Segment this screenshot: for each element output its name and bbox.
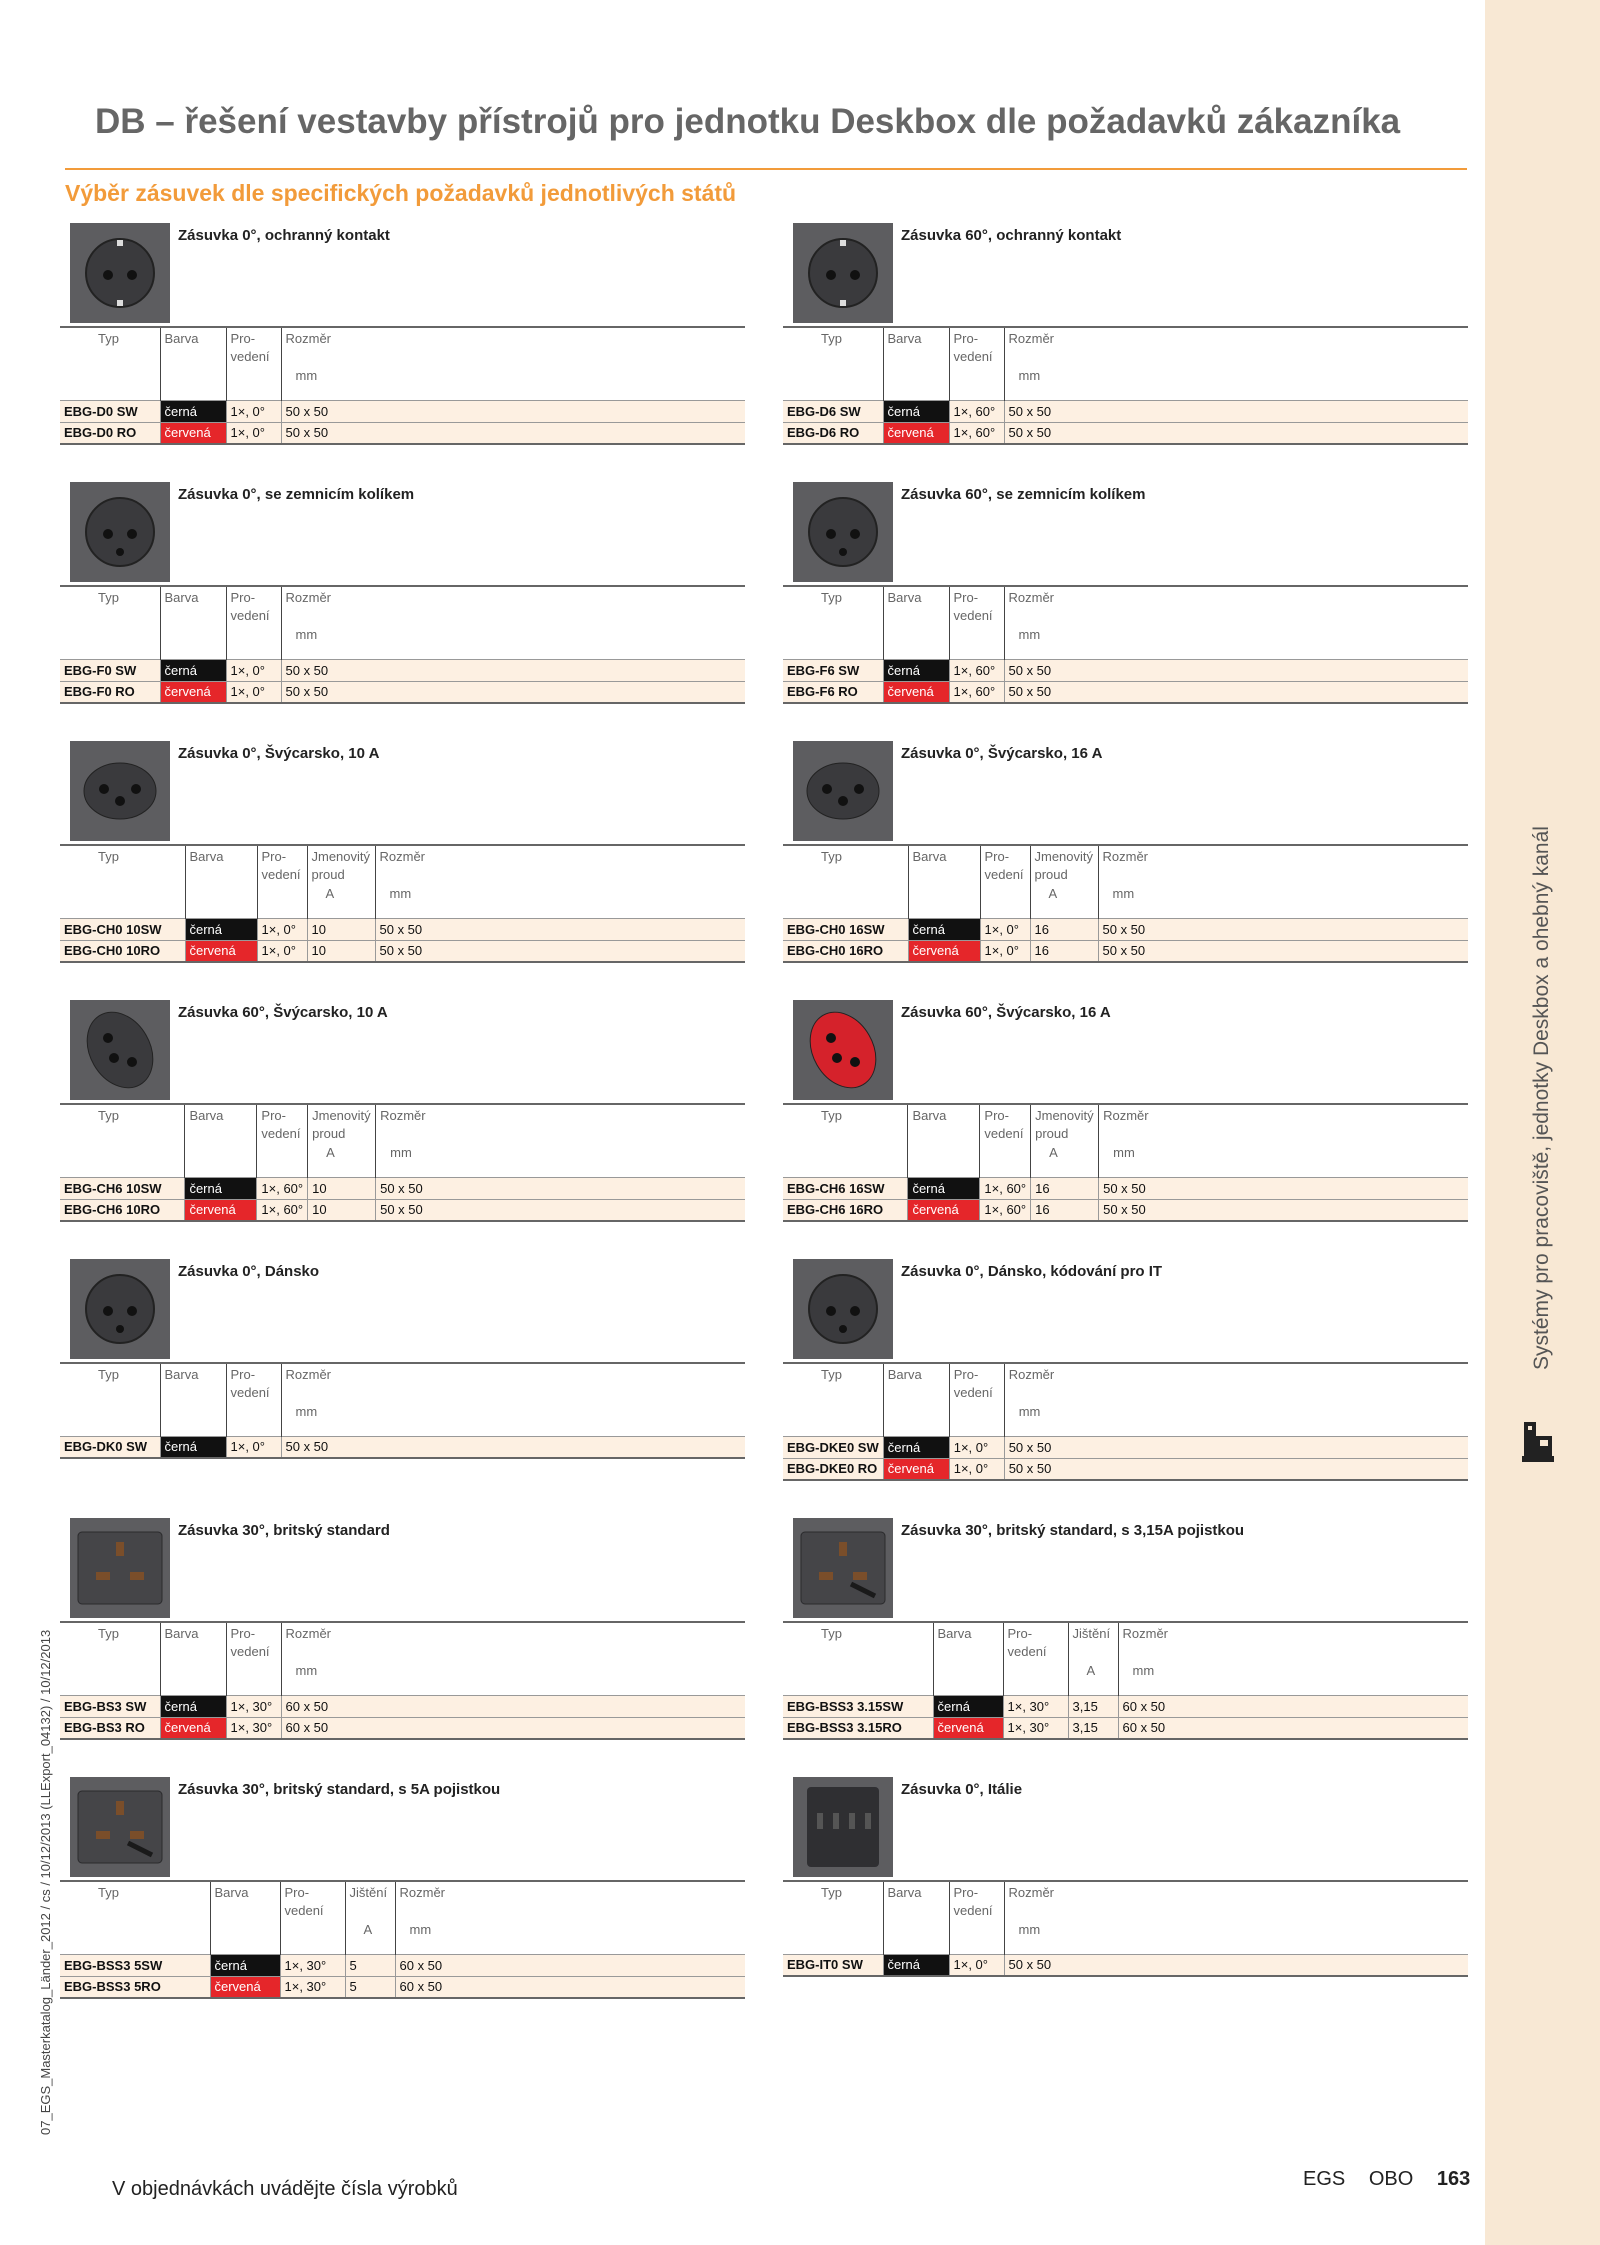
table-cell: červená: [160, 681, 226, 703]
table-cell: 1×, 60°: [949, 659, 1004, 681]
col-rozmer: Rozměr mm: [1004, 1363, 1468, 1436]
product-block: [60, 741, 745, 971]
col-provedeni: Pro- vedení: [980, 1104, 1031, 1177]
table-cell: 50 x 50: [1004, 659, 1468, 681]
table-cell: červená: [908, 940, 980, 962]
table-cell: 60 x 50: [395, 1976, 745, 1998]
product-table: [783, 326, 1468, 445]
table-cell: černá: [160, 659, 226, 681]
table-cell: EBG-BS3 SW: [60, 1695, 160, 1717]
col-barva: Barva: [883, 1363, 949, 1436]
product-name: Zásuvka 0°, se zemnicím kolíkem: [178, 486, 415, 503]
table-cell: červená: [185, 940, 257, 962]
table-row: [60, 940, 745, 962]
british-fuse-315-socket-icon: [793, 1518, 893, 1618]
product-block: [783, 223, 1468, 453]
table-cell: červená: [883, 422, 949, 444]
swiss-60-10a-socket-icon: [70, 1000, 170, 1100]
table-cell: 1×, 0°: [226, 1436, 281, 1458]
table-cell: 1×, 60°: [980, 1177, 1031, 1199]
table-cell: EBG-CH0 16RO: [783, 940, 908, 962]
table-cell: černá: [883, 1954, 949, 1976]
col-barva: Barva: [185, 845, 257, 918]
col-typ: Typ: [783, 1363, 883, 1436]
table-row: [783, 1458, 1468, 1480]
table-cell: černá: [160, 1436, 226, 1458]
table-cell: EBG-D0 SW: [60, 400, 160, 422]
product-table: [783, 1103, 1468, 1222]
table-row: [60, 422, 745, 444]
col-typ: Typ: [60, 1363, 160, 1436]
col-typ: Typ: [60, 327, 160, 400]
product-block: [60, 1000, 745, 1230]
product-name: Zásuvka 0°, Itálie: [901, 1781, 1023, 1798]
col-provedeni: Pro- vedení: [949, 1881, 1004, 1954]
product-table: [783, 1362, 1468, 1481]
col-typ: Typ: [783, 845, 908, 918]
table-cell: EBG-D0 RO: [60, 422, 160, 444]
col-rozmer: Rozměr mm: [1099, 1104, 1468, 1177]
table-cell: 1×, 60°: [980, 1199, 1031, 1221]
table-cell: 50 x 50: [1004, 681, 1468, 703]
table-cell: 3,15: [1068, 1717, 1118, 1739]
col-barva: Barva: [883, 327, 949, 400]
table-row: [783, 940, 1468, 962]
product-name: Zásuvka 0°, Dánsko, kódování pro IT: [901, 1263, 1163, 1280]
table-cell: 1×, 30°: [226, 1717, 281, 1739]
table-row: [783, 659, 1468, 681]
table-cell: 1×, 30°: [280, 1976, 345, 1998]
product-table: [60, 844, 745, 963]
product-table: [60, 1362, 745, 1459]
table-cell: černá: [210, 1954, 280, 1976]
col-barva: Barva: [933, 1622, 1003, 1695]
table-cell: 1×, 30°: [226, 1695, 281, 1717]
col-typ: Typ: [783, 1104, 908, 1177]
footer-note: V objednávkách uvádějte čísla výrobků: [112, 2178, 458, 2200]
table-cell: 1×, 0°: [257, 940, 307, 962]
table-cell: 50 x 50: [281, 422, 745, 444]
table-cell: 50 x 50: [376, 1199, 745, 1221]
table-cell: červená: [160, 422, 226, 444]
table-cell: červená: [933, 1717, 1003, 1739]
col-provedeni: Pro- vedení: [226, 327, 281, 400]
product-table: [783, 1880, 1468, 1977]
schuko-0-socket-icon: [70, 223, 170, 323]
product-name: Zásuvka 30°, britský standard, s 5A pojistkou: [178, 1781, 501, 1798]
table-cell: EBG-DK0 SW: [60, 1436, 160, 1458]
col-typ: Typ: [60, 1881, 210, 1954]
table-row: [60, 1954, 745, 1976]
table-cell: EBG-BSS3 3.15SW: [783, 1695, 933, 1717]
table-row: [60, 1695, 745, 1717]
product-block: [783, 1777, 1468, 2007]
table-cell: červená: [883, 681, 949, 703]
table-cell: 1×, 60°: [949, 400, 1004, 422]
col-rozmer: Rozměr mm: [281, 327, 745, 400]
table-cell: 3,15: [1068, 1695, 1118, 1717]
col-typ: Typ: [60, 845, 185, 918]
table-cell: 50 x 50: [375, 940, 745, 962]
col-typ: Typ: [60, 1104, 185, 1177]
col-provedeni: Pro- vedení: [280, 1881, 345, 1954]
table-cell: červená: [883, 1458, 949, 1480]
table-cell: 60 x 50: [1118, 1695, 1468, 1717]
table-cell: 10: [308, 1199, 376, 1221]
table-cell: EBG-BSS3 5SW: [60, 1954, 210, 1976]
table-cell: 1×, 30°: [1003, 1717, 1068, 1739]
table-cell: 50 x 50: [281, 659, 745, 681]
col-provedeni: Pro- vedení: [949, 586, 1004, 659]
danish-it-socket-icon: [793, 1259, 893, 1359]
product-name: Zásuvka 60°, Švýcarsko, 16 A: [901, 1004, 1111, 1021]
table-cell: černá: [883, 400, 949, 422]
col-provedeni: Pro- vedení: [257, 1104, 308, 1177]
col-rozmer: Rozměr mm: [1004, 327, 1468, 400]
table-row: [783, 422, 1468, 444]
side-section-label: Systémy pro pracoviště, jednotky Deskbox a ohebný kanál: [1530, 826, 1553, 1370]
col-typ: Typ: [783, 1881, 883, 1954]
col-provedeni: Pro- vedení: [949, 1363, 1004, 1436]
table-cell: 50 x 50: [376, 1177, 745, 1199]
table-row: [60, 918, 745, 940]
table-row: [783, 1695, 1468, 1717]
col-provedeni: Pro- vedení: [226, 586, 281, 659]
col-provedeni: Pro- vedení: [980, 845, 1030, 918]
swiss-10a-socket-icon: [70, 741, 170, 841]
col-jmenovity-proud: Jmenovitý proud A: [1031, 1104, 1099, 1177]
table-row: [60, 659, 745, 681]
table-cell: černá: [185, 1177, 257, 1199]
table-cell: 10: [308, 1177, 376, 1199]
table-row: [60, 1717, 745, 1739]
table-cell: EBG-IT0 SW: [783, 1954, 883, 1976]
page-subtitle: Výběr zásuvek dle specifických požadavků jednotlivých států: [65, 180, 737, 206]
col-jisteni: Jištění A: [345, 1881, 395, 1954]
table-cell: 1×, 0°: [226, 422, 281, 444]
table-cell: 50 x 50: [1004, 400, 1468, 422]
footer-obo: OBO: [1368, 2168, 1414, 2190]
table-cell: EBG-BSS3 5RO: [60, 1976, 210, 1998]
table-cell: černá: [883, 1436, 949, 1458]
product-name: Zásuvka 30°, britský standard, s 3,15A pojistkou: [901, 1522, 1245, 1539]
product-name: Zásuvka 60°, Švýcarsko, 10 A: [178, 1004, 388, 1021]
table-cell: 10: [307, 940, 375, 962]
col-rozmer: Rozměr mm: [376, 1104, 745, 1177]
table-cell: EBG-D6 SW: [783, 400, 883, 422]
col-rozmer: Rozměr mm: [375, 845, 745, 918]
table-cell: 1×, 60°: [257, 1199, 308, 1221]
table-cell: 1×, 0°: [980, 940, 1030, 962]
table-cell: 60 x 50: [281, 1717, 745, 1739]
table-cell: červená: [210, 1976, 280, 1998]
table-cell: 50 x 50: [1098, 940, 1468, 962]
table-cell: EBG-CH6 16RO: [783, 1199, 908, 1221]
table-cell: EBG-DKE0 RO: [783, 1458, 883, 1480]
table-cell: černá: [908, 918, 980, 940]
table-cell: 60 x 50: [281, 1695, 745, 1717]
col-rozmer: Rozměr mm: [281, 586, 745, 659]
table-cell: 1×, 0°: [949, 1954, 1004, 1976]
table-cell: EBG-F6 SW: [783, 659, 883, 681]
table-cell: červená: [160, 1717, 226, 1739]
product-block: [60, 1777, 745, 2007]
swiss-16a-socket-icon: [793, 741, 893, 841]
col-barva: Barva: [160, 1363, 226, 1436]
table-cell: černá: [933, 1695, 1003, 1717]
table-cell: EBG-CH0 16SW: [783, 918, 908, 940]
table-cell: EBG-F0 RO: [60, 681, 160, 703]
table-row: [783, 1717, 1468, 1739]
table-cell: 50 x 50: [1098, 918, 1468, 940]
product-table: [60, 1103, 745, 1222]
table-row: [60, 1976, 745, 1998]
table-cell: černá: [883, 659, 949, 681]
table-cell: 50 x 50: [1004, 422, 1468, 444]
product-table: [783, 844, 1468, 963]
col-barva: Barva: [160, 1622, 226, 1695]
col-rozmer: Rozměr mm: [1004, 586, 1468, 659]
table-row: [60, 400, 745, 422]
table-cell: 10: [307, 918, 375, 940]
table-row: [783, 681, 1468, 703]
col-jmenovity-proud: Jmenovitý proud A: [1030, 845, 1098, 918]
table-cell: 1×, 0°: [257, 918, 307, 940]
product-table: [783, 585, 1468, 704]
table-cell: 1×, 0°: [226, 400, 281, 422]
table-cell: 5: [345, 1976, 395, 1998]
product-name: Zásuvka 0°, ochranný kontakt: [178, 227, 390, 244]
swiss-60-16a-socket-icon: [793, 1000, 893, 1100]
document-export-info: 07_EGS_Masterkatalog_Länder_2012 / cs / 10/12/2013 (LLExport_04132) / 10/12/2013: [38, 1629, 53, 2135]
table-cell: 1×, 0°: [226, 659, 281, 681]
page-number: 163: [1436, 2168, 1471, 2190]
product-name: Zásuvka 60°, ochranný kontakt: [901, 227, 1122, 244]
table-cell: červená: [185, 1199, 257, 1221]
col-typ: Typ: [783, 327, 883, 400]
col-barva: Barva: [160, 327, 226, 400]
product-block: [60, 223, 745, 453]
table-cell: EBG-CH0 10SW: [60, 918, 185, 940]
col-provedeni: Pro- vedení: [949, 327, 1004, 400]
table-cell: 50 x 50: [375, 918, 745, 940]
table-cell: 1×, 0°: [980, 918, 1030, 940]
product-block: [783, 482, 1468, 712]
product-block: [783, 741, 1468, 971]
product-block: [783, 1000, 1468, 1230]
schuko-60-socket-icon: [793, 223, 893, 323]
table-row: [60, 1199, 745, 1221]
col-typ: Typ: [60, 586, 160, 659]
table-cell: 60 x 50: [1118, 1717, 1468, 1739]
title-divider: [65, 168, 1467, 170]
table-cell: 50 x 50: [1004, 1436, 1468, 1458]
col-rozmer: Rozměr mm: [281, 1363, 745, 1436]
footer-brand: [1285, 2168, 1470, 2191]
col-rozmer: Rozměr mm: [281, 1622, 745, 1695]
british-socket-icon: [70, 1518, 170, 1618]
col-rozmer: Rozměr mm: [1098, 845, 1468, 918]
product-block: [783, 1518, 1468, 1748]
product-name: Zásuvka 0°, Švýcarsko, 10 A: [178, 745, 380, 762]
table-cell: 50 x 50: [1099, 1199, 1468, 1221]
table-row: [783, 1199, 1468, 1221]
product-table: [60, 1880, 745, 1999]
table-cell: EBG-CH0 10RO: [60, 940, 185, 962]
table-cell: EBG-F6 RO: [783, 681, 883, 703]
product-name: Zásuvka 30°, britský standard: [178, 1522, 390, 1539]
danish-socket-icon: [70, 1259, 170, 1359]
table-row: [783, 1954, 1468, 1976]
table-row: [60, 1436, 745, 1458]
table-cell: 5: [345, 1954, 395, 1976]
pin-earth-60-socket-icon: [793, 482, 893, 582]
table-cell: 16: [1030, 940, 1098, 962]
product-name: Zásuvka 0°, Švýcarsko, 16 A: [901, 745, 1103, 762]
table-cell: 1×, 0°: [226, 681, 281, 703]
table-cell: 1×, 0°: [949, 1458, 1004, 1480]
product-table: [60, 1621, 745, 1740]
col-provedeni: Pro- vedení: [257, 845, 307, 918]
table-row: [783, 918, 1468, 940]
footer-egs: EGS: [1303, 2168, 1346, 2190]
product-block: [60, 1518, 745, 1748]
col-typ: Typ: [60, 1622, 160, 1695]
table-row: [60, 681, 745, 703]
product-table: [60, 326, 745, 445]
table-row: [783, 1436, 1468, 1458]
col-rozmer: Rozměr mm: [1118, 1622, 1468, 1695]
col-barva: Barva: [160, 586, 226, 659]
col-jisteni: Jištění A: [1068, 1622, 1118, 1695]
table-cell: EBG-F0 SW: [60, 659, 160, 681]
table-cell: 1×, 60°: [949, 422, 1004, 444]
col-typ: Typ: [783, 586, 883, 659]
table-cell: černá: [160, 400, 226, 422]
table-cell: EBG-CH6 16SW: [783, 1177, 908, 1199]
table-row: [783, 400, 1468, 422]
table-cell: 50 x 50: [1099, 1177, 1468, 1199]
table-cell: EBG-D6 RO: [783, 422, 883, 444]
col-barva: Barva: [908, 845, 980, 918]
table-row: [60, 1177, 745, 1199]
table-cell: černá: [908, 1177, 980, 1199]
table-cell: 1×, 60°: [257, 1177, 308, 1199]
table-cell: červená: [908, 1199, 980, 1221]
col-provedeni: Pro- vedení: [226, 1363, 281, 1436]
col-rozmer: Rozměr mm: [1004, 1881, 1468, 1954]
table-cell: EBG-BS3 RO: [60, 1717, 160, 1739]
table-cell: 16: [1030, 918, 1098, 940]
deskbox-icon: [1520, 1418, 1556, 1468]
table-cell: EBG-DKE0 SW: [783, 1436, 883, 1458]
table-cell: 50 x 50: [281, 681, 745, 703]
table-cell: 50 x 50: [281, 400, 745, 422]
table-cell: EBG-BSS3 3.15RO: [783, 1717, 933, 1739]
col-typ: Typ: [783, 1622, 933, 1695]
col-provedeni: Pro- vedení: [226, 1622, 281, 1695]
product-block: [60, 1259, 745, 1489]
product-block: [60, 482, 745, 712]
table-cell: 1×, 60°: [949, 681, 1004, 703]
product-table: [60, 585, 745, 704]
col-barva: Barva: [908, 1104, 980, 1177]
table-cell: EBG-CH6 10RO: [60, 1199, 185, 1221]
page-title: DB – řešení vestavby přístrojů pro jednotku Deskbox dle požadavků zákazníka: [95, 102, 1401, 141]
col-rozmer: Rozměr mm: [395, 1881, 745, 1954]
product-table: [783, 1621, 1468, 1740]
table-cell: 16: [1031, 1199, 1099, 1221]
col-barva: Barva: [883, 586, 949, 659]
table-cell: 50 x 50: [1004, 1954, 1468, 1976]
table-cell: EBG-CH6 10SW: [60, 1177, 185, 1199]
col-barva: Barva: [210, 1881, 280, 1954]
table-cell: černá: [160, 1695, 226, 1717]
col-barva: Barva: [185, 1104, 257, 1177]
table-cell: 1×, 30°: [1003, 1695, 1068, 1717]
table-cell: 16: [1031, 1177, 1099, 1199]
table-cell: 60 x 50: [395, 1954, 745, 1976]
table-cell: 50 x 50: [281, 1436, 745, 1458]
product-block: [783, 1259, 1468, 1489]
british-fuse-5-socket-icon: [70, 1777, 170, 1877]
italian-socket-icon: [793, 1777, 893, 1877]
product-name: Zásuvka 60°, se zemnicím kolíkem: [901, 486, 1146, 503]
table-cell: 50 x 50: [1004, 1458, 1468, 1480]
table-cell: 1×, 30°: [280, 1954, 345, 1976]
table-cell: černá: [185, 918, 257, 940]
pin-earth-0-socket-icon: [70, 482, 170, 582]
col-jmenovity-proud: Jmenovitý proud A: [308, 1104, 376, 1177]
product-name: Zásuvka 0°, Dánsko: [178, 1263, 320, 1280]
table-row: [783, 1177, 1468, 1199]
col-jmenovity-proud: Jmenovitý proud A: [307, 845, 375, 918]
col-provedeni: Pro- vedení: [1003, 1622, 1068, 1695]
table-cell: 1×, 0°: [949, 1436, 1004, 1458]
col-barva: Barva: [883, 1881, 949, 1954]
